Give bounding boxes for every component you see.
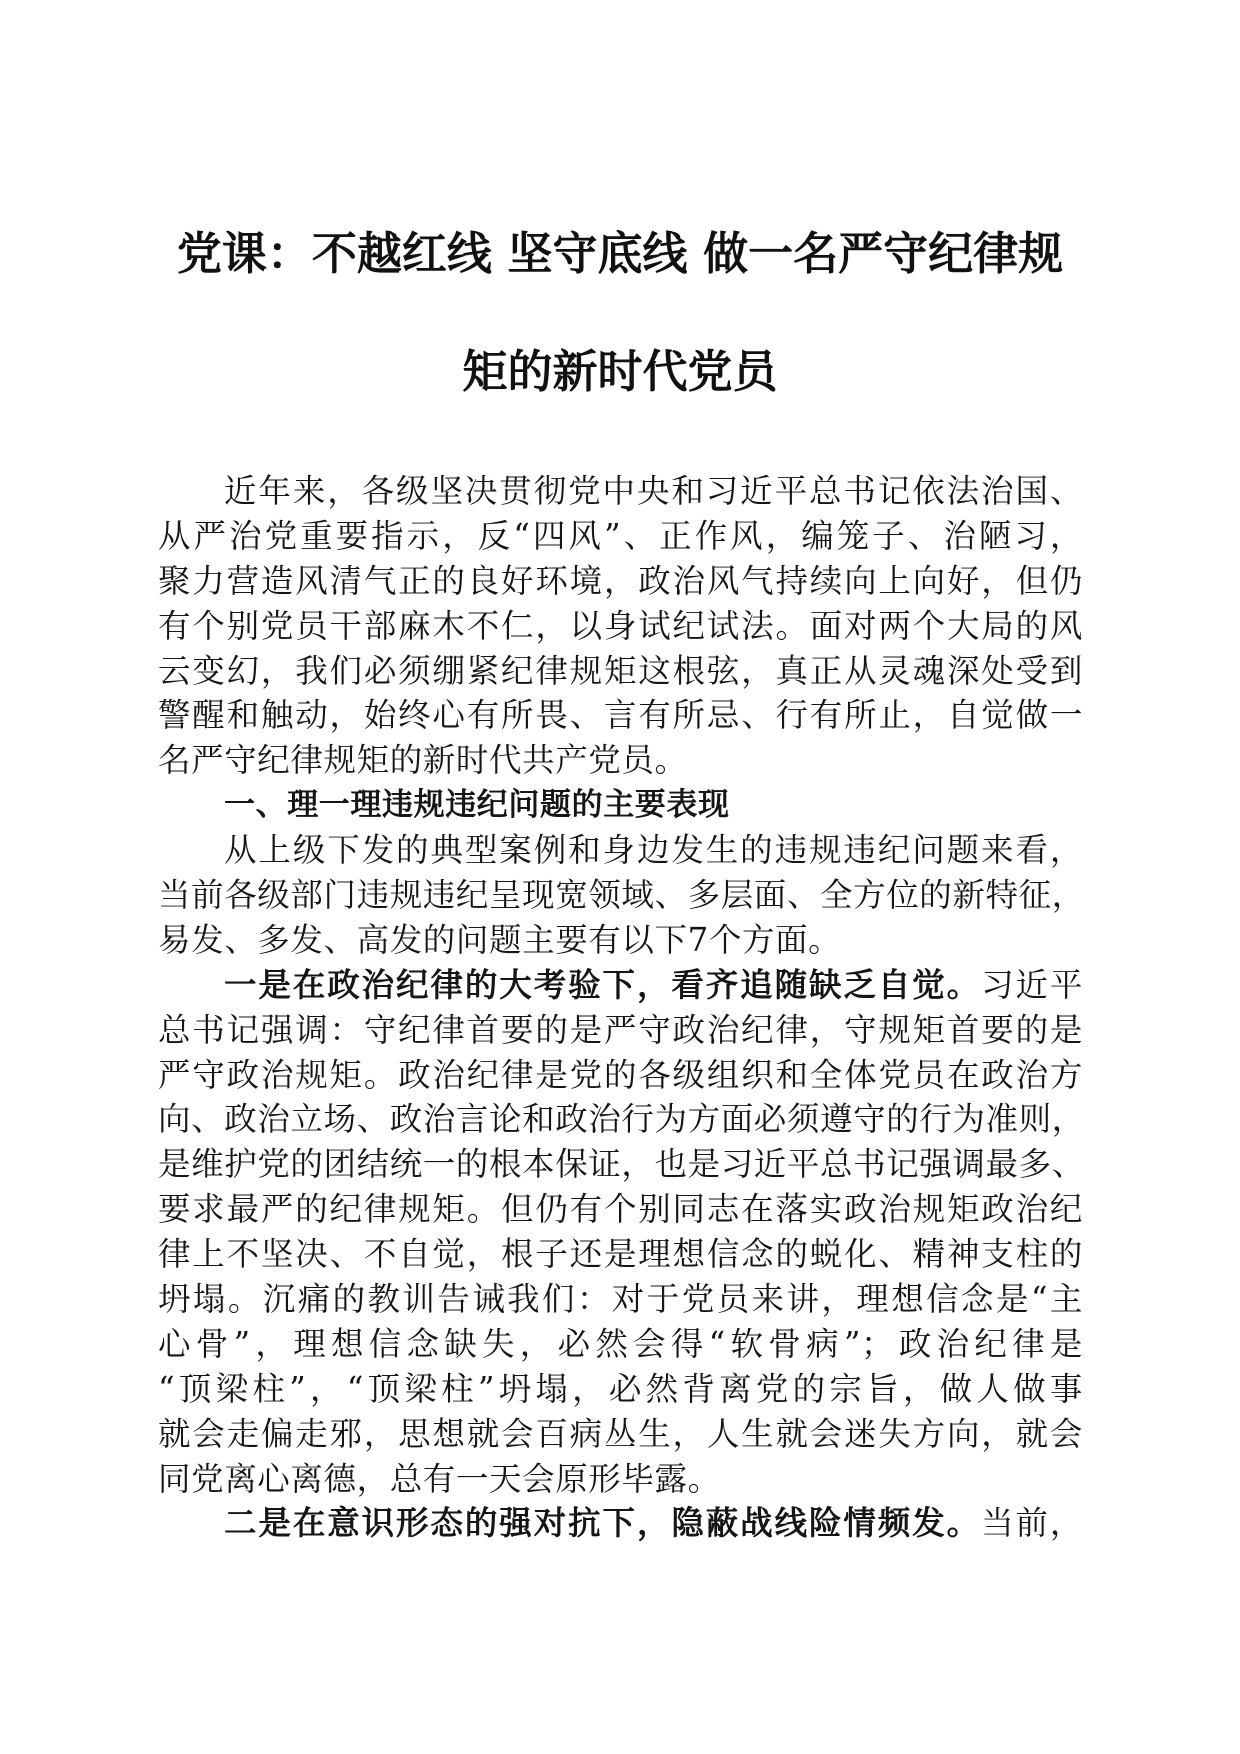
text-line: 坍塌。沉痛的教训告诫我们：对于党员来讲，理想信念是“主 xyxy=(158,1280,1083,1319)
text-line: 就会走偏走邪，思想就会百病丛生，人生就会迷失方向，就会 xyxy=(158,1414,1083,1453)
text-line: 严守政治规矩。政治纪律是党的各级组织和全体党员在政治方 xyxy=(158,1055,1083,1094)
text-line: “顶梁柱”，“顶梁柱”坍塌，必然背离党的宗旨，做人做事 xyxy=(158,1369,1083,1408)
point-2-lead-tail: 当前， xyxy=(981,1504,1083,1543)
text-line: 是维护党的团结统一的根本保证，也是习近平总书记强调最多、 xyxy=(158,1145,1085,1184)
text-line: 心骨”，理想信念缺失，必然会得“软骨病”；政治纪律是 xyxy=(158,1324,1083,1363)
text-line: 从严治党重要指示，反“四风”、正作风，编笼子、治陋习， xyxy=(158,516,1083,555)
text-line: 有个别党员干部麻木不仁，以身试纪试法。面对两个大局的风 xyxy=(158,606,1083,645)
section-heading: 一、理一理违规违纪问题的主要表现 xyxy=(224,787,730,824)
text-line: 近年来，各级坚决贯彻党中央和习近平总书记依法治国、 xyxy=(224,472,1083,510)
document-title-line-2: 矩的新时代党员 xyxy=(462,345,778,398)
point-1-paragraph xyxy=(158,963,1083,1502)
text-line: 从上级下发的典型案例和身边发生的违规违纪问题来看， xyxy=(224,831,1083,870)
text-line: 同党离心离德，总有一天会原形毕露。 xyxy=(158,1459,721,1498)
text-line: 当前各级部门违规违纪呈现宽领域、多层面、全方位的新特征， xyxy=(158,876,1085,915)
point-2-lead: 二是在意识形态的强对抗下，隐蔽战线险情频发。 xyxy=(224,1503,982,1543)
text-line xyxy=(158,963,1083,1008)
text-line: 警醒和触动，始终心有所畏、言有所忌、行有所止，自觉做一 xyxy=(158,696,1083,735)
text-line: 云变幻，我们必须绷紧纪律规矩这根弦，真正从灵魂深处受到 xyxy=(158,651,1083,690)
section-1 xyxy=(158,783,1083,963)
text-line: 易发、多发、高发的问题主要有以下7个方面。 xyxy=(158,920,842,959)
point-1-lead: 一是在政治纪律的大考验下，看齐追随缺乏自觉。 xyxy=(224,964,982,1004)
text-line: 名严守纪律规矩的新时代共产党员。 xyxy=(158,741,688,780)
text-line: 要求最严的纪律规矩。但仍有个别同志在落实政治规矩政治纪 xyxy=(158,1190,1083,1229)
text-line xyxy=(158,1501,1083,1546)
text-line: 总书记强调：守纪律首要的是严守政治纪律，守规矩首要的是 xyxy=(158,1010,1083,1049)
intro-paragraph xyxy=(158,469,1083,783)
text-line: 向、政治立场、政治言论和政治行为方面必须遵守的行为准则， xyxy=(158,1100,1085,1139)
text-line: 聚力营造风清气正的良好环境，政治风气持续向上向好，但仍 xyxy=(158,561,1083,600)
text-line: 律上不坚决、不自觉，根子还是理想信念的蜕化、精神支柱的 xyxy=(158,1235,1083,1274)
document-title-line-1: 党课：不越红线 坚守底线 做一名严守纪律规 xyxy=(176,227,1064,280)
point-2-paragraph xyxy=(158,1501,1083,1546)
document-body xyxy=(158,469,1083,1546)
point-1-lead-tail: 习近平 xyxy=(981,965,1083,1004)
